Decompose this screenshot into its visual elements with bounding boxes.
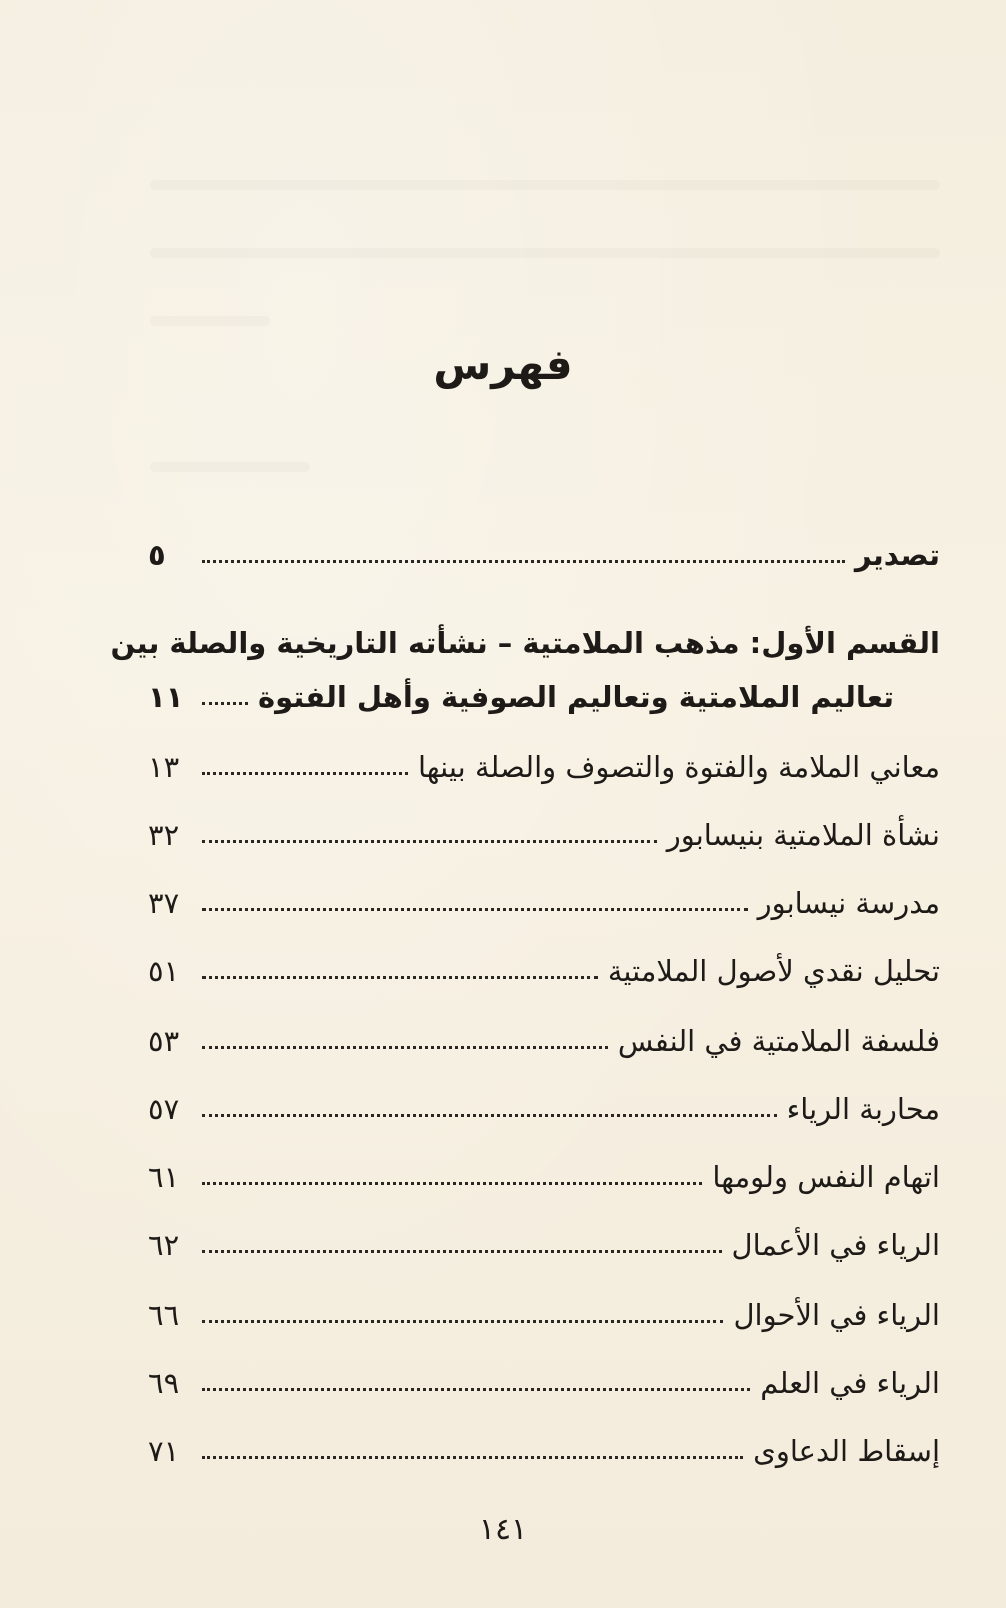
- toc-entry-label: الرياء في العلم: [760, 1366, 940, 1400]
- toc-entry: [148, 1426, 940, 1474]
- page-number: ١٤١: [478, 1512, 528, 1547]
- bleed-through-line: [150, 248, 940, 258]
- page-title: فهرس: [433, 340, 573, 389]
- toc-entry: [148, 946, 940, 994]
- toc-entry-page: ٦٢: [148, 1228, 180, 1262]
- toc-entry-page: ٥: [148, 538, 166, 572]
- section-heading-line2: تعاليم الملامتية وتعاليم الصوفية وأهل الفتوة: [257, 680, 894, 714]
- toc-entry-label: اتهام النفس ولومها: [712, 1160, 940, 1194]
- toc-entry-page: ٦٦: [148, 1298, 180, 1332]
- toc-entry-page: ٥٣: [148, 1024, 180, 1058]
- leader-dots: [202, 840, 657, 843]
- leader-dots: [202, 1046, 608, 1049]
- toc-entry-page: ١٣: [148, 750, 180, 784]
- bleed-through-line: [150, 462, 310, 472]
- leader-dots: [202, 702, 248, 705]
- leader-dots: [202, 1456, 743, 1459]
- toc-entry-label: إسقاط الدعاوى: [753, 1434, 940, 1468]
- toc-entry-label: الرياء في الأعمال: [731, 1228, 940, 1262]
- toc-entry: [148, 1290, 940, 1338]
- toc-entry-page: ٥١: [148, 954, 180, 988]
- section-heading-line1: القسم الأول: مذهب الملامتية – نشأته التاريخية والصلة بين: [110, 626, 940, 660]
- leader-dots: [202, 1320, 723, 1323]
- toc-entry-page: ٥٧: [148, 1092, 180, 1126]
- toc-entry-label: مدرسة نيسابور: [757, 886, 940, 920]
- toc-entry-preface: [148, 530, 940, 578]
- toc-entry-page: ١١: [148, 680, 184, 714]
- toc-entry-page: ٣٢: [148, 818, 180, 852]
- bleed-through-line: [150, 316, 270, 326]
- leader-dots: [202, 1250, 722, 1253]
- leader-dots: [202, 1182, 702, 1185]
- toc-entry-page: ٦٩: [148, 1366, 180, 1400]
- toc-entry-page: ٣٧: [148, 886, 180, 920]
- toc-entry: [148, 742, 940, 790]
- toc-entry-label: نشأة الملامتية بنيسابور: [666, 818, 940, 852]
- toc-entry-label: تصدير: [854, 538, 940, 572]
- toc-entry-section-one: [148, 672, 940, 720]
- leader-dots: [202, 560, 845, 563]
- toc-entry-page: ٧١: [148, 1434, 180, 1468]
- toc-entry-label: تحليل نقدي لأصول الملامتية: [607, 954, 940, 988]
- toc-entry: [148, 1016, 940, 1064]
- toc-entry: [148, 878, 940, 926]
- leader-dots: [202, 1114, 777, 1117]
- leader-dots: [202, 908, 748, 911]
- toc-entry: [148, 1358, 940, 1406]
- leader-dots: [202, 976, 598, 979]
- toc-entry-label: فلسفة الملامتية في النفس: [617, 1024, 940, 1058]
- toc-entry: [148, 810, 940, 858]
- toc-entry: [148, 1152, 940, 1200]
- leader-dots: [202, 772, 408, 775]
- toc-entry-label: محاربة الرياء: [786, 1092, 940, 1126]
- toc-entry: [148, 1084, 940, 1132]
- leader-dots: [202, 1388, 750, 1391]
- bleed-through-line: [150, 180, 940, 190]
- toc-entry-label: معاني الملامة والفتوة والتصوف والصلة بينها: [417, 750, 940, 784]
- toc-entry-page: ٦١: [148, 1160, 180, 1194]
- toc-entry: [148, 1220, 940, 1268]
- toc-entry-label: الرياء في الأحوال: [733, 1298, 940, 1332]
